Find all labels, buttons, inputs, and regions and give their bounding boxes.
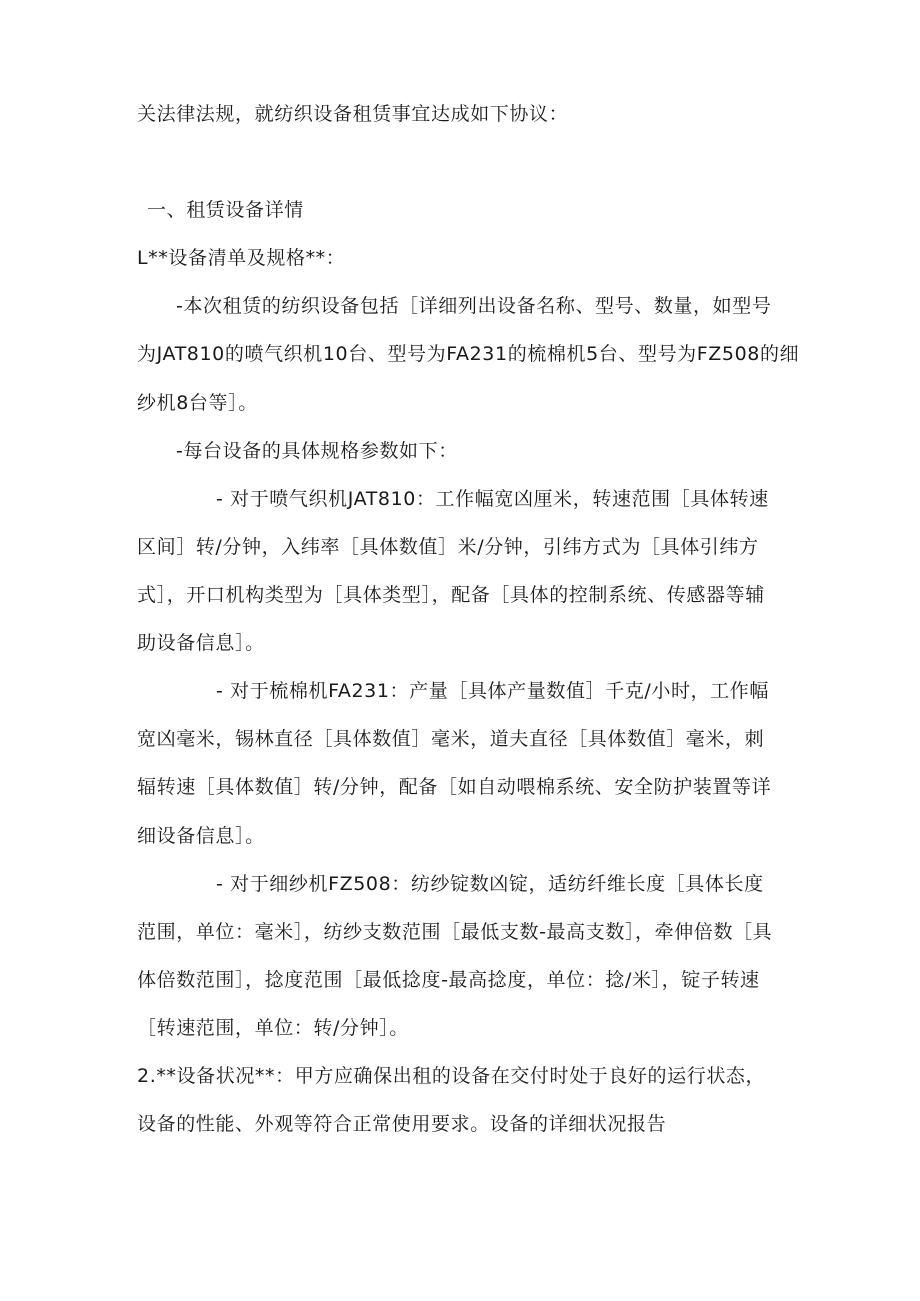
spec-line: 体倍数范围］，捻度范围［最低捻度-最高捻度，单位：捻/米］，锭子转速 bbox=[137, 969, 760, 991]
spec-line: 区间］转/分钟，入纬率［具体数值］米/分钟，引纬方式为［具体引纬方 bbox=[137, 536, 759, 558]
spec-line: - 对于细纱机FZ508：纺纱锭数凶锭，适纺纤维长度［具体长度 bbox=[216, 873, 764, 895]
paragraph-line: -本次租赁的纺织设备包括［详细列出设备名称、型号、数量，如型号 bbox=[176, 295, 772, 317]
spec-line: 细设备信息］。 bbox=[137, 825, 265, 847]
paragraph-line: 纱机8台等］。 bbox=[137, 392, 258, 414]
paragraph-line: -每台设备的具体规格参数如下： bbox=[176, 440, 458, 462]
item2-line: 设备的性能、外观等符合正常使用要求。设备的详细状况报告 bbox=[137, 1113, 667, 1135]
spec-line: 宽凶毫米，锡林直径［具体数值］毫米，道夫直径［具体数值］毫米，刺 bbox=[137, 728, 765, 750]
spec-line: - 对于梳棉机FA231：产量［具体产量数值］千克/小时，工作幅 bbox=[216, 680, 769, 702]
paragraph-line: 为JAT810的喷气织机10台、型号为FA231的梳棉机5台、型号为FZ508的细 bbox=[137, 343, 800, 365]
item2-line: 2.**设备状况**：甲方应确保出租的设备在交付时处于良好的运行状态， bbox=[137, 1065, 766, 1087]
spec-line: 助设备信息］。 bbox=[137, 632, 265, 654]
item1-heading: L**设备清单及规格**： bbox=[137, 247, 346, 269]
spec-line: ［转速范围，单位：转/分钟］。 bbox=[137, 1017, 409, 1039]
spec-line: - 对于喷气织机JAT810：工作幅宽凶厘米，转速范围［具体转速 bbox=[216, 488, 769, 510]
spec-line: 范围，单位：毫米］，纺纱支数范围［最低支数-最高支数］，牵伸倍数［具 bbox=[137, 921, 773, 943]
section-heading: 一、租赁设备详情 bbox=[147, 199, 304, 221]
intro-text: 关法律法规，就纺织设备租赁事宜达成如下协议： bbox=[137, 103, 569, 125]
spec-line: 辐转速［具体数值］转/分钟，配备［如自动喂棉系统、安全防护装置等详 bbox=[137, 776, 772, 798]
spec-line: 式］，开口机构类型为［具体类型］，配备［具体的控制系统、传感器等辅 bbox=[137, 584, 765, 606]
